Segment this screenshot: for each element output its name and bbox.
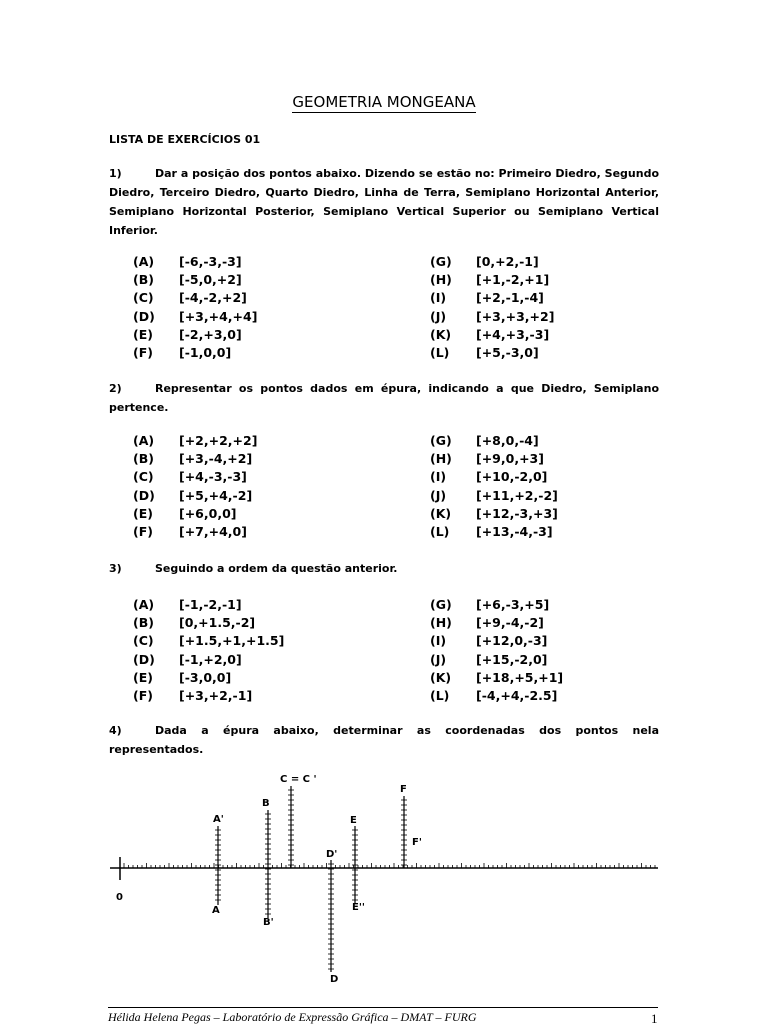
point-label: (G)	[430, 433, 452, 448]
point-coordinates: [0,+2,-1]	[476, 254, 539, 269]
point-coordinates: [+15,-2,0]	[476, 651, 548, 667]
point-coordinates: [+13,-4,-3]	[476, 524, 553, 540]
page-number: 1	[651, 1011, 658, 1026]
point-label: (A)	[133, 597, 155, 612]
point-coordinates: [+7,+4,0]	[179, 524, 247, 540]
point-label: (H)	[430, 272, 452, 288]
point-label: (D)	[133, 651, 155, 667]
point-coordinates: [+3,+3,+2]	[476, 308, 555, 324]
point-label: (L)	[430, 345, 450, 361]
point-coordinates: [+4,-3,-3]	[179, 469, 247, 485]
point-label: (I)	[430, 633, 447, 649]
point-coordinates: [+2,-1,-4]	[476, 290, 544, 306]
point-label: (E)	[133, 669, 153, 685]
point-coordinates: [+1,-2,+1]	[476, 272, 550, 288]
point-label: (K)	[430, 669, 452, 685]
point-coordinates: [-4,+4,-2.5]	[476, 688, 558, 704]
point-d-vertical-label: D'	[326, 849, 338, 860]
point-label: (C)	[133, 469, 154, 485]
point-label: (A)	[133, 433, 155, 448]
point-coordinates: [+9,0,+3]	[476, 451, 544, 467]
point-coordinates: [+3,+2,-1]	[179, 688, 253, 704]
point-coordinates: [+4,+3,-3]	[476, 326, 550, 342]
point-coordinates: [+11,+2,-2]	[476, 487, 558, 503]
point-coordinates: [-2,+3,0]	[179, 326, 242, 342]
point-label: (D)	[133, 487, 155, 503]
point-coordinates: [+6,-3,+5]	[476, 597, 550, 612]
point-label: (D)	[133, 308, 155, 324]
point-coordinates: [+18,+5,+1]	[476, 669, 564, 685]
point-coordinates: [+8,0,-4]	[476, 433, 539, 448]
point-label: (B)	[133, 451, 154, 467]
point-f-horizontal-label: F'	[412, 837, 422, 848]
point-coordinates: [+1.5,+1,+1.5]	[179, 633, 285, 649]
point-coordinates: [+3,+4,+4]	[179, 308, 258, 324]
point-e-horizontal-label: E''	[352, 902, 365, 913]
point-label: (B)	[133, 272, 154, 288]
point-coordinates: [-3,0,0]	[179, 669, 232, 685]
question-number: 2)	[109, 382, 122, 395]
point-label: (I)	[430, 290, 447, 306]
page-title: GEOMETRIA MONGEANA	[292, 93, 476, 111]
point-label: (F)	[133, 524, 153, 540]
point-a-vertical-label: A'	[213, 814, 224, 825]
point-d-horizontal-label: D	[330, 974, 339, 985]
question-number: 4)	[109, 724, 122, 737]
point-label: (E)	[133, 505, 153, 521]
point-label: (C)	[133, 633, 154, 649]
exercise-list-heading: LISTA DE EXERCÍCIOS 01	[109, 133, 261, 146]
point-coordinates: [0,+1.5,-2]	[179, 615, 256, 631]
point-label: (J)	[430, 487, 447, 503]
projector-lines	[215, 786, 407, 972]
question-text: Seguindo a ordem da questão anterior.	[155, 562, 398, 575]
point-coordinates: [+12,0,-3]	[476, 633, 548, 649]
point-coordinates: [+5,+4,-2]	[179, 487, 253, 503]
point-b-vertical-label: B	[262, 798, 270, 809]
point-coordinates: [+3,-4,+2]	[179, 451, 253, 467]
point-b-horizontal-label: B'	[263, 917, 274, 928]
point-label: (K)	[430, 326, 452, 342]
point-label: (C)	[133, 290, 154, 306]
point-coordinates: [+10,-2,0]	[476, 469, 548, 485]
point-c-label: C = C '	[280, 774, 317, 785]
point-a-horizontal-label: A	[212, 905, 220, 916]
question-text: Dada a épura abaixo, determinar as coordenadas dos pontos nela representados.	[109, 724, 659, 756]
point-label: (B)	[133, 615, 154, 631]
origin-label: 0	[116, 892, 123, 903]
point-coordinates: [+2,+2,+2]	[179, 433, 258, 448]
point-label: (G)	[430, 254, 452, 269]
point-coordinates: [+9,-4,-2]	[476, 615, 544, 631]
question-text: Dar a posição dos pontos abaixo. Dizendo se estão no: Primeiro Diedro, Segundo Diedro, Terceiro Diedro, Quarto Diedro, Linha de Terra, Semiplano Horizontal Anterior, Semiplano Horizontal Posterior, Semiplano Vertical Superior ou Semiplano Vertical Inferior.	[109, 167, 659, 237]
point-coordinates: [+6,0,0]	[179, 505, 237, 521]
point-coordinates: [-4,-2,+2]	[179, 290, 247, 306]
point-label: (J)	[430, 651, 447, 667]
point-label: (K)	[430, 505, 452, 521]
ground-line	[110, 857, 658, 880]
point-e-vertical-label: E	[350, 815, 357, 826]
footer-credit: Hélida Helena Pegas – Laboratório de Expressão Gráfica – DMAT – FURG	[108, 1010, 477, 1024]
question-number: 3)	[109, 562, 122, 575]
point-label: (H)	[430, 615, 452, 631]
point-label: (J)	[430, 308, 447, 324]
point-label: (A)	[133, 254, 155, 269]
question-text: Representar os pontos dados em épura, indicando a que Diedro, Semiplano pertence.	[109, 382, 659, 414]
point-coordinates: [-1,-2,-1]	[179, 597, 242, 612]
point-coordinates: [-6,-3,-3]	[179, 254, 242, 269]
point-coordinates: [-5,0,+2]	[179, 272, 242, 288]
point-label: (L)	[430, 688, 450, 704]
point-coordinates: [-1,+2,0]	[179, 651, 242, 667]
question-number: 1)	[109, 167, 122, 180]
point-coordinates: [+5,-3,0]	[476, 345, 539, 361]
point-label: (G)	[430, 597, 452, 612]
point-label: (E)	[133, 326, 153, 342]
point-coordinates: [-1,0,0]	[179, 345, 232, 361]
footer-divider	[108, 1007, 658, 1008]
point-coordinates: [+12,-3,+3]	[476, 505, 558, 521]
point-label: (F)	[133, 345, 153, 361]
point-label: (L)	[430, 524, 450, 540]
point-label: (I)	[430, 469, 447, 485]
point-label: (F)	[133, 688, 153, 704]
point-f-vertical-label: F	[400, 784, 407, 795]
point-label: (H)	[430, 451, 452, 467]
